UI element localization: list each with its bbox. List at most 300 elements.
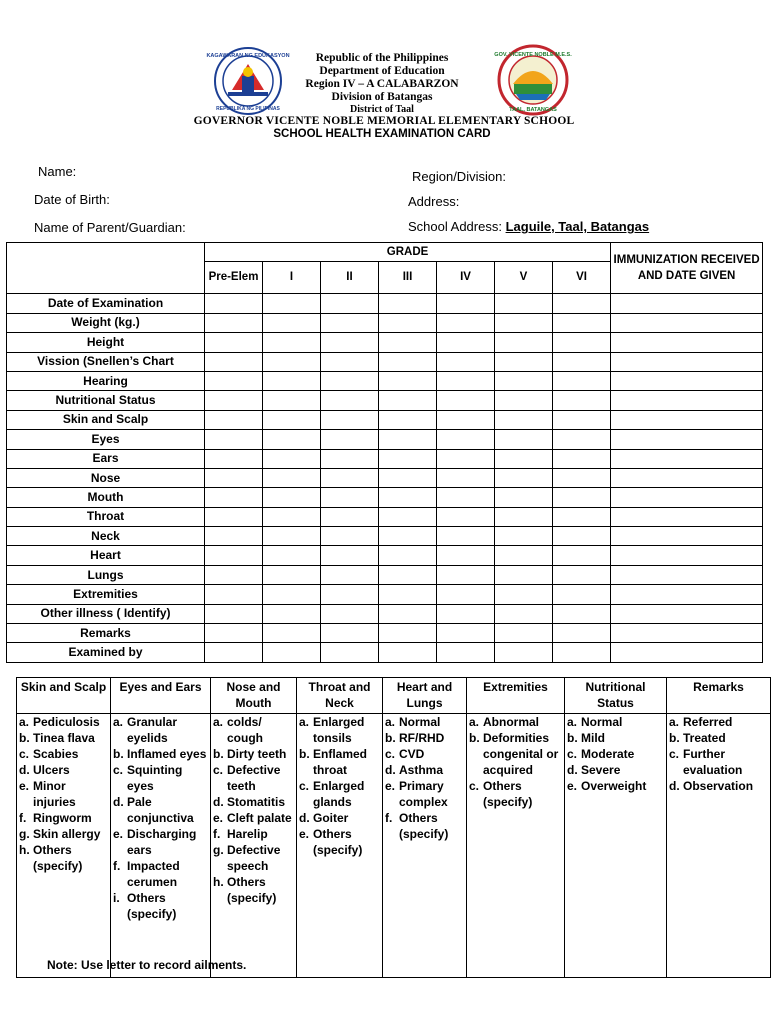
ailment-item-letter: e. xyxy=(299,827,310,841)
ailment-item xyxy=(669,746,768,778)
ailment-item xyxy=(213,842,294,874)
grade-entry-cell[interactable] xyxy=(263,546,321,565)
grade-col-header: IV xyxy=(437,262,495,294)
ailment-item-letter: i. xyxy=(113,891,120,905)
address-field-label: Address: xyxy=(408,194,460,209)
grade-entry-cell[interactable] xyxy=(321,468,379,487)
grade-entry-cell[interactable] xyxy=(263,410,321,429)
grade-entry-cell[interactable] xyxy=(321,507,379,526)
grade-entry-cell[interactable] xyxy=(553,294,611,313)
grade-entry-cell[interactable] xyxy=(321,313,379,332)
parent-field-label: Name of Parent/Guardian: xyxy=(34,220,186,235)
name-field-label: Name: xyxy=(38,164,77,179)
grade-entry-cell[interactable] xyxy=(495,585,553,604)
grade-entry-cell[interactable] xyxy=(553,565,611,584)
ailment-item-letter: b. xyxy=(19,731,30,745)
grade-entry-cell[interactable] xyxy=(437,313,495,332)
ailment-item xyxy=(19,714,108,730)
immunization-entry-cell[interactable] xyxy=(611,546,763,565)
exam-row-label: Vission (Snellen’s Chart xyxy=(7,352,205,371)
ailment-item-letter: e. xyxy=(385,779,396,793)
ailment-item-text: Others (specify) xyxy=(313,827,363,857)
ailment-item-text: Harelip xyxy=(227,827,268,841)
grade-entry-cell[interactable] xyxy=(437,488,495,507)
grade-entry-cell[interactable] xyxy=(437,643,495,662)
grade-entry-cell[interactable] xyxy=(321,488,379,507)
grade-entry-cell[interactable] xyxy=(379,410,437,429)
grade-entry-cell[interactable] xyxy=(553,488,611,507)
grade-entry-cell[interactable] xyxy=(263,352,321,371)
grade-entry-cell[interactable] xyxy=(321,333,379,352)
grade-entry-cell[interactable] xyxy=(205,294,263,313)
ailment-category-header: Extremities xyxy=(467,678,565,714)
exam-row-label: Heart xyxy=(7,546,205,565)
grade-entry-cell[interactable] xyxy=(263,294,321,313)
grade-entry-cell[interactable] xyxy=(263,643,321,662)
exam-row-label: Date of Examination xyxy=(7,294,205,313)
grade-entry-cell[interactable] xyxy=(263,624,321,643)
grade-entry-cell[interactable] xyxy=(495,333,553,352)
grade-entry-cell[interactable] xyxy=(321,643,379,662)
grade-entry-cell[interactable] xyxy=(263,604,321,623)
immunization-entry-cell[interactable] xyxy=(611,313,763,332)
grade-entry-cell[interactable] xyxy=(379,604,437,623)
grade-entry-cell[interactable] xyxy=(437,430,495,449)
immunization-entry-cell[interactable] xyxy=(611,410,763,429)
ailment-item xyxy=(299,714,380,746)
grade-entry-cell[interactable] xyxy=(321,449,379,468)
exam-row xyxy=(7,546,763,565)
ailment-item-text: RF/RHD xyxy=(399,731,445,745)
exam-row xyxy=(7,410,763,429)
svg-text:REPUBLIKA NG PILIPINAS: REPUBLIKA NG PILIPINAS xyxy=(216,106,280,112)
grade-entry-cell[interactable] xyxy=(553,624,611,643)
ailment-item xyxy=(213,762,294,794)
grade-entry-cell[interactable] xyxy=(553,333,611,352)
ailment-item-text: Others (specify) xyxy=(227,875,277,905)
grade-col-header: I xyxy=(263,262,321,294)
ailment-item xyxy=(385,746,464,762)
ailment-item-letter: h. xyxy=(213,875,224,889)
grade-entry-cell[interactable] xyxy=(205,449,263,468)
ailment-item-letter: e. xyxy=(567,779,578,793)
ailment-category-header: Eyes and Ears xyxy=(111,678,211,714)
ailment-item-letter: a. xyxy=(669,715,680,729)
grade-entry-cell[interactable] xyxy=(495,527,553,546)
ailment-item-letter: d. xyxy=(669,779,680,793)
grade-entry-cell[interactable] xyxy=(379,643,437,662)
grade-entry-cell[interactable] xyxy=(205,333,263,352)
grade-entry-cell[interactable] xyxy=(495,468,553,487)
grade-entry-cell[interactable] xyxy=(379,507,437,526)
ailment-item-text: Observation xyxy=(683,779,754,793)
grade-entry-cell[interactable] xyxy=(205,585,263,604)
grade-entry-cell[interactable] xyxy=(205,430,263,449)
ailment-item xyxy=(113,746,208,762)
ailment-item xyxy=(19,826,108,842)
exam-row xyxy=(7,371,763,390)
ailment-item xyxy=(669,778,768,794)
exam-row xyxy=(7,565,763,584)
grade-entry-cell[interactable] xyxy=(321,604,379,623)
document-header xyxy=(0,44,768,140)
grade-entry-cell[interactable] xyxy=(263,430,321,449)
grade-entry-cell[interactable] xyxy=(437,527,495,546)
grade-entry-cell[interactable] xyxy=(205,488,263,507)
ailment-item xyxy=(113,890,208,922)
grade-entry-cell[interactable] xyxy=(379,546,437,565)
ailment-item-letter: b. xyxy=(385,731,396,745)
ailment-item-letter: g. xyxy=(19,827,30,841)
grade-entry-cell[interactable] xyxy=(321,546,379,565)
school-address-field xyxy=(408,219,649,234)
grade-entry-cell[interactable] xyxy=(321,585,379,604)
exam-row xyxy=(7,585,763,604)
exam-row-label: Examined by xyxy=(7,643,205,662)
grade-entry-cell[interactable] xyxy=(495,546,553,565)
ailment-item-letter: e. xyxy=(113,827,124,841)
ailment-item-letter: f. xyxy=(213,827,221,841)
ailment-item-text: Enflamed throat xyxy=(313,747,368,777)
ailment-item xyxy=(19,778,108,810)
ailment-item-text: Others (specify) xyxy=(127,891,177,921)
ailment-item xyxy=(469,730,562,778)
grade-entry-cell[interactable] xyxy=(263,507,321,526)
grade-entry-cell[interactable] xyxy=(553,468,611,487)
immunization-entry-cell[interactable] xyxy=(611,507,763,526)
ailment-item xyxy=(567,714,664,730)
ailment-item-letter: b. xyxy=(567,731,578,745)
grade-entry-cell[interactable] xyxy=(379,371,437,390)
grade-entry-cell[interactable] xyxy=(437,546,495,565)
ailment-item xyxy=(669,714,768,730)
grade-entry-cell[interactable] xyxy=(553,585,611,604)
grade-entry-cell[interactable] xyxy=(553,527,611,546)
ailment-item xyxy=(669,730,768,746)
grade-entry-cell[interactable] xyxy=(495,449,553,468)
ailment-item-text: Minor injuries xyxy=(33,779,76,809)
grade-entry-cell[interactable] xyxy=(205,565,263,584)
grade-entry-cell[interactable] xyxy=(379,391,437,410)
exam-row xyxy=(7,313,763,332)
grade-entry-cell[interactable] xyxy=(379,430,437,449)
grade-entry-cell[interactable] xyxy=(553,313,611,332)
ailment-item xyxy=(567,730,664,746)
ailment-item-letter: a. xyxy=(469,715,480,729)
exam-row-label: Other illness ( Identify) xyxy=(7,604,205,623)
grade-entry-cell[interactable] xyxy=(495,294,553,313)
grade-entry-cell[interactable] xyxy=(553,546,611,565)
grade-entry-cell[interactable] xyxy=(379,488,437,507)
grade-entry-cell[interactable] xyxy=(437,507,495,526)
ailment-item-text: Others (specify) xyxy=(33,843,83,873)
ailment-item-text: Scabies xyxy=(33,747,79,761)
grade-entry-cell[interactable] xyxy=(437,585,495,604)
grade-entry-cell[interactable] xyxy=(263,488,321,507)
ailment-item-text: Others (specify) xyxy=(399,811,449,841)
ailment-item xyxy=(299,778,380,810)
ailment-list-cell xyxy=(211,714,297,978)
ailment-item-text: Pediculosis xyxy=(33,715,100,729)
ailment-list-cell xyxy=(383,714,467,978)
grade-entry-cell[interactable] xyxy=(205,507,263,526)
grade-entry-cell[interactable] xyxy=(263,468,321,487)
immunization-entry-cell[interactable] xyxy=(611,294,763,313)
ailment-item xyxy=(19,762,108,778)
grade-entry-cell[interactable] xyxy=(379,565,437,584)
grade-entry-cell[interactable] xyxy=(495,604,553,623)
ailment-item xyxy=(213,714,294,746)
grade-entry-cell[interactable] xyxy=(205,527,263,546)
grade-entry-cell[interactable] xyxy=(205,410,263,429)
grade-entry-cell[interactable] xyxy=(321,410,379,429)
ailment-item-letter: h. xyxy=(19,843,30,857)
grade-entry-cell[interactable] xyxy=(495,488,553,507)
ailment-item-text: Dirty teeth xyxy=(227,747,287,761)
grade-entry-cell[interactable] xyxy=(553,410,611,429)
grade-entry-cell[interactable] xyxy=(437,410,495,429)
grade-entry-cell[interactable] xyxy=(553,430,611,449)
school-address-label: School Address: xyxy=(408,219,502,234)
exam-row xyxy=(7,352,763,371)
grade-entry-cell[interactable] xyxy=(437,333,495,352)
exam-row-label: Remarks xyxy=(7,624,205,643)
ailment-item xyxy=(385,730,464,746)
grade-entry-cell[interactable] xyxy=(321,371,379,390)
exam-row-label: Throat xyxy=(7,507,205,526)
ailment-category-header: Nutritional Status xyxy=(565,678,667,714)
grade-entry-cell[interactable] xyxy=(321,527,379,546)
svg-text:KAGAWARAN NG EDUKASYON: KAGAWARAN NG EDUKASYON xyxy=(206,53,290,59)
ailment-list-cell xyxy=(565,714,667,978)
grade-entry-cell[interactable] xyxy=(553,643,611,662)
ailment-item-letter: c. xyxy=(385,747,396,761)
exam-row xyxy=(7,624,763,643)
grade-entry-cell[interactable] xyxy=(321,352,379,371)
immunization-entry-cell[interactable] xyxy=(611,371,763,390)
ailment-item-letter: d. xyxy=(19,763,30,777)
grade-col-header: III xyxy=(379,262,437,294)
immunization-entry-cell[interactable] xyxy=(611,585,763,604)
ailment-item-text: Enlarged glands xyxy=(313,779,365,809)
grade-entry-cell[interactable] xyxy=(495,565,553,584)
ailment-item xyxy=(113,794,208,826)
grade-entry-cell[interactable] xyxy=(437,449,495,468)
ailment-item-letter: g. xyxy=(213,843,224,857)
ailment-item-text: CVD xyxy=(399,747,425,761)
ailment-item-text: Normal xyxy=(399,715,441,729)
grade-entry-cell[interactable] xyxy=(263,565,321,584)
immunization-entry-cell[interactable] xyxy=(611,624,763,643)
grade-entry-cell[interactable] xyxy=(379,352,437,371)
exam-row xyxy=(7,449,763,468)
grade-entry-cell[interactable] xyxy=(437,371,495,390)
ailment-item-text: Ringworm xyxy=(33,811,92,825)
grade-entry-cell[interactable] xyxy=(205,604,263,623)
ailment-item xyxy=(299,810,380,826)
header-line-division: Division of Batangas xyxy=(331,91,433,103)
immunization-entry-cell[interactable] xyxy=(611,527,763,546)
immunization-entry-cell[interactable] xyxy=(611,430,763,449)
ailment-item-letter: e. xyxy=(19,779,30,793)
ailment-item-text: Overweight xyxy=(581,779,647,793)
grade-entry-cell[interactable] xyxy=(379,585,437,604)
ailment-item-letter: c. xyxy=(113,763,124,777)
exam-row xyxy=(7,468,763,487)
ailment-item xyxy=(469,778,562,810)
grade-entry-cell[interactable] xyxy=(553,604,611,623)
exam-row-label: Height xyxy=(7,333,205,352)
ailment-item-letter: b. xyxy=(299,747,310,761)
immunization-entry-cell[interactable] xyxy=(611,488,763,507)
grade-entry-cell[interactable] xyxy=(379,333,437,352)
grade-entry-cell[interactable] xyxy=(553,391,611,410)
ailment-item-letter: e. xyxy=(213,811,224,825)
grade-entry-cell[interactable] xyxy=(205,643,263,662)
ailment-list-cell xyxy=(467,714,565,978)
grade-entry-cell[interactable] xyxy=(321,624,379,643)
ailment-item-text: Normal xyxy=(581,715,623,729)
ailment-item xyxy=(213,810,294,826)
immunization-entry-cell[interactable] xyxy=(611,449,763,468)
immunization-entry-cell[interactable] xyxy=(611,643,763,662)
grade-entry-cell[interactable] xyxy=(495,430,553,449)
ailment-item-letter: f. xyxy=(385,811,393,825)
ailment-item xyxy=(385,778,464,810)
grade-entry-cell[interactable] xyxy=(495,624,553,643)
table-corner-cell xyxy=(7,243,205,294)
ailment-category-header: Heart and Lungs xyxy=(383,678,467,714)
immunization-entry-cell[interactable] xyxy=(611,352,763,371)
grade-entry-cell[interactable] xyxy=(437,352,495,371)
immunization-entry-cell[interactable] xyxy=(611,604,763,623)
grade-entry-cell[interactable] xyxy=(379,468,437,487)
immunization-entry-cell[interactable] xyxy=(611,565,763,584)
grade-entry-cell[interactable] xyxy=(437,604,495,623)
ailment-item-text: Discharging ears xyxy=(127,827,197,857)
grade-entry-cell[interactable] xyxy=(321,430,379,449)
grade-entry-cell[interactable] xyxy=(205,313,263,332)
grade-entry-cell[interactable] xyxy=(495,643,553,662)
header-line-department: Department of Education xyxy=(319,65,445,77)
header-line-region: Region IV – A CALABARZON xyxy=(305,78,459,90)
ailment-list-cell xyxy=(297,714,383,978)
ailment-item-letter: c. xyxy=(19,747,30,761)
exam-row-label: Neck xyxy=(7,527,205,546)
ailment-category-header: Skin and Scalp xyxy=(17,678,111,714)
ailment-item xyxy=(213,794,294,810)
ailment-item xyxy=(113,762,208,794)
grade-entry-cell[interactable] xyxy=(379,449,437,468)
ailment-item xyxy=(19,730,108,746)
grade-entry-cell[interactable] xyxy=(263,333,321,352)
ailment-item-letter: a. xyxy=(299,715,310,729)
immunization-entry-cell[interactable] xyxy=(611,468,763,487)
ailment-item xyxy=(213,746,294,762)
grade-entry-cell[interactable] xyxy=(263,391,321,410)
exam-row xyxy=(7,488,763,507)
grade-entry-cell[interactable] xyxy=(437,624,495,643)
grade-entry-cell[interactable] xyxy=(437,294,495,313)
school-address-value: Laguile, Taal, Batangas xyxy=(505,219,650,234)
grade-entry-cell[interactable] xyxy=(495,371,553,390)
grade-entry-cell[interactable] xyxy=(205,624,263,643)
ailment-item-text: Squinting eyes xyxy=(127,763,183,793)
grade-entry-cell[interactable] xyxy=(553,507,611,526)
ailment-item-letter: d. xyxy=(213,795,224,809)
svg-text:GOV. VICENTE NOBLE M.E.S.: GOV. VICENTE NOBLE M.E.S. xyxy=(494,52,572,58)
grade-entry-cell[interactable] xyxy=(495,313,553,332)
footer-note: Note: Use letter to record ailments. xyxy=(47,958,247,972)
grade-entry-cell[interactable] xyxy=(263,313,321,332)
grade-entry-cell[interactable] xyxy=(205,468,263,487)
grade-entry-cell[interactable] xyxy=(553,352,611,371)
ailment-item xyxy=(19,842,108,874)
grade-entry-cell[interactable] xyxy=(263,585,321,604)
grade-col-header: Pre-Elem xyxy=(205,262,263,294)
ailment-item-letter: f. xyxy=(113,859,121,873)
ailment-item xyxy=(567,746,664,762)
ailment-item-text: Pale conjunctiva xyxy=(127,795,194,825)
exam-row xyxy=(7,333,763,352)
grade-entry-cell[interactable] xyxy=(495,391,553,410)
exam-row-label: Hearing xyxy=(7,371,205,390)
grade-entry-cell[interactable] xyxy=(263,449,321,468)
grade-entry-cell[interactable] xyxy=(379,313,437,332)
grade-entry-cell[interactable] xyxy=(553,449,611,468)
grade-entry-cell[interactable] xyxy=(263,371,321,390)
immunization-entry-cell[interactable] xyxy=(611,391,763,410)
grade-entry-cell[interactable] xyxy=(379,624,437,643)
ailment-item xyxy=(567,778,664,794)
ailment-category-header: Remarks xyxy=(667,678,771,714)
grade-entry-cell[interactable] xyxy=(321,565,379,584)
ailment-item xyxy=(385,762,464,778)
grade-entry-cell[interactable] xyxy=(321,294,379,313)
grade-entry-cell[interactable] xyxy=(263,527,321,546)
grade-entry-cell[interactable] xyxy=(437,391,495,410)
grade-entry-cell[interactable] xyxy=(495,507,553,526)
ailment-item-letter: c. xyxy=(567,747,578,761)
grade-entry-cell[interactable] xyxy=(379,294,437,313)
ailment-item xyxy=(567,762,664,778)
ailment-item-letter: d. xyxy=(299,811,310,825)
grade-entry-cell[interactable] xyxy=(205,391,263,410)
ailment-item-text: Impacted cerumen xyxy=(127,859,180,889)
grade-entry-cell[interactable] xyxy=(205,352,263,371)
grade-entry-cell[interactable] xyxy=(553,371,611,390)
grade-entry-cell[interactable] xyxy=(321,391,379,410)
grade-entry-cell[interactable] xyxy=(437,468,495,487)
grade-entry-cell[interactable] xyxy=(205,371,263,390)
grade-entry-cell[interactable] xyxy=(495,410,553,429)
immunization-entry-cell[interactable] xyxy=(611,333,763,352)
grade-entry-cell[interactable] xyxy=(205,546,263,565)
grade-entry-cell[interactable] xyxy=(379,527,437,546)
ailment-item xyxy=(385,810,464,842)
ailment-item-text: Asthma xyxy=(399,763,444,777)
exam-row xyxy=(7,604,763,623)
health-exam-table xyxy=(6,242,763,663)
grade-entry-cell[interactable] xyxy=(437,565,495,584)
exam-row xyxy=(7,527,763,546)
exam-row-label: Nutritional Status xyxy=(7,391,205,410)
ailment-item xyxy=(299,746,380,778)
exam-row-label: Ears xyxy=(7,449,205,468)
svg-text:TAAL, BATANGAS: TAAL, BATANGAS xyxy=(509,107,557,113)
grade-entry-cell[interactable] xyxy=(495,352,553,371)
card-title: SCHOOL HEALTH EXAMINATION CARD xyxy=(273,128,491,140)
